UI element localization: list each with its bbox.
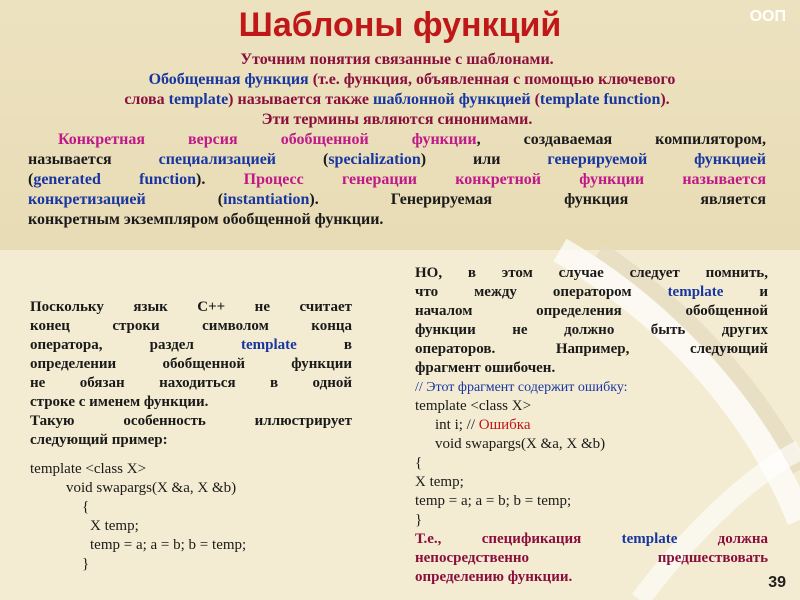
right-text-line: функции не должно быть других	[415, 322, 768, 338]
code-line: void swapargs(X &a, X &b)	[435, 436, 606, 452]
left-text-line: строке с именем функции.	[30, 394, 209, 410]
course-badge: ООП	[749, 8, 786, 25]
code-line: X temp;	[90, 518, 139, 534]
code-line: template <class X>	[30, 461, 147, 477]
top-text-block	[28, 50, 766, 230]
top-paragraph-1: Обобщенная функция (т.е. функция, объявленная с помощью ключевого	[148, 71, 676, 88]
right-text-line: началом определения обобщенной	[415, 303, 768, 319]
right-column	[415, 264, 768, 587]
left-text-line: следующий пример:	[30, 432, 168, 448]
code-comment: // Этот фрагмент содержит ошибку:	[415, 380, 628, 395]
right-text-line: Т.е., спецификация template должна	[415, 531, 769, 547]
top-paragraph-3b: называется специализацией (specialization) или генерируемой функцией	[28, 151, 766, 168]
left-text-line: Поскольку язык C++ не считает	[30, 299, 352, 315]
page-number: 39	[768, 574, 786, 591]
left-code-block	[30, 460, 352, 574]
right-text-line: что между оператором template и	[415, 284, 768, 300]
right-text-line: НО, в этом случае следует помнить,	[415, 265, 768, 281]
code-line: temp = a; a = b; b = temp;	[415, 493, 572, 509]
left-text-line: оператора, раздел template в	[30, 337, 352, 353]
code-line: {	[82, 499, 90, 515]
top-paragraph-2: Эти термины являются синонимами.	[261, 111, 533, 128]
right-text-line: определению функции.	[415, 569, 573, 585]
code-line: X temp;	[415, 474, 464, 490]
code-line: {	[415, 455, 423, 471]
code-line: template <class X>	[415, 398, 532, 414]
right-text-line: фрагмент ошибочен.	[415, 360, 556, 376]
left-column	[30, 298, 352, 574]
right-text-line: непосредственно предшествовать	[415, 550, 768, 566]
right-text-line: операторов. Например, следующий	[415, 341, 768, 357]
slide-title: Шаблоны функций	[238, 6, 562, 44]
code-line: void swapargs(X &a, X &b)	[66, 480, 237, 496]
top-paragraph-3a: Конкретная версия обобщенной функции, создаваемая компилятором,	[58, 131, 766, 148]
code-line: }	[415, 512, 423, 528]
left-text-line: не обязан находиться в одной	[30, 375, 352, 391]
left-text-line: Такую особенность иллюстрирует	[30, 413, 352, 429]
code-line: }	[82, 556, 90, 572]
top-paragraph-1b: слова template) называется также шаблонной функцией (template function).	[124, 91, 670, 108]
top-heading: Уточним понятия связанные с шаблонами.	[240, 51, 554, 68]
left-text-line: определении обобщенной функции	[30, 356, 352, 372]
code-line: int i; // Ошибка	[435, 417, 531, 433]
top-paragraph-3e: конкретным экземпляром обобщенной функции.	[28, 211, 384, 228]
top-paragraph-3d: конкретизацией (instantiation). Генерируемая функция является	[28, 191, 767, 208]
top-paragraph-3c: (generated function). Процесс генерации конкретной функции называется	[28, 171, 767, 188]
code-line: temp = a; a = b; b = temp;	[90, 537, 247, 553]
left-text-line: конец строки символом конца	[30, 318, 352, 334]
